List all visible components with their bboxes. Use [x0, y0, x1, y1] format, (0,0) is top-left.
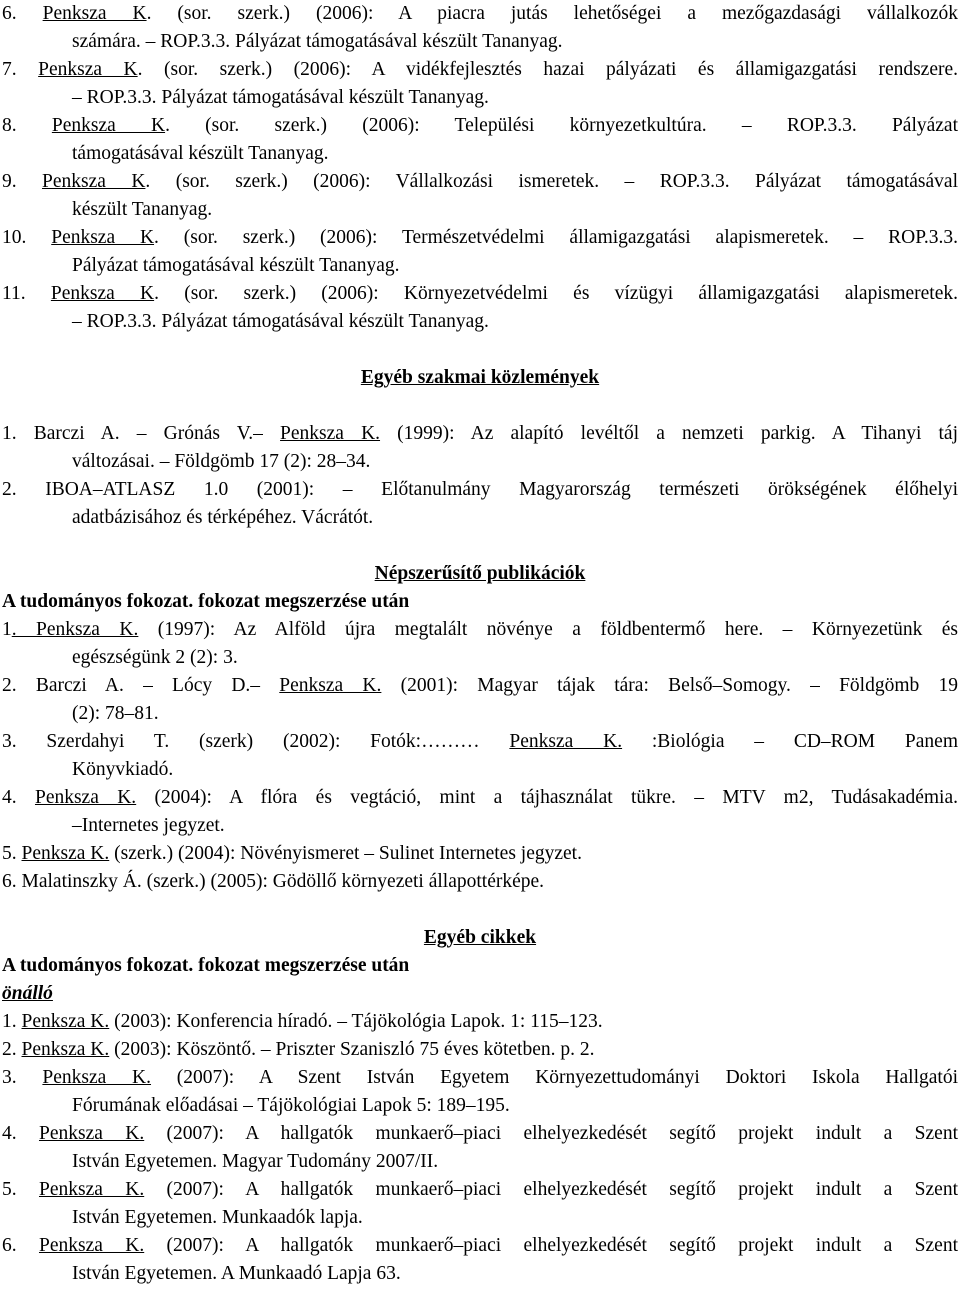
- citation-text: 7.: [2, 59, 39, 80]
- citation-text: (2004): A flóra és vegtáció, mint a tájhasználat tükre. – MTV m2, Tudásakadémia.: [136, 787, 959, 808]
- list-item-line: [2, 1008, 958, 1036]
- list-item: [2, 0, 958, 56]
- author-name: Penksza K.: [280, 423, 381, 444]
- citation-text: 1: [2, 619, 12, 640]
- list-item-line: [2, 1176, 958, 1204]
- citation-text: számára. – ROP.3.3. Pályázat támogatásával készült Tananyag.: [72, 31, 563, 52]
- author-name: Penksza K: [51, 227, 155, 248]
- list-item-line: [2, 1092, 958, 1120]
- citation-text: 2. IBOA–ATLASZ 1.0 (2001): – Előtanulmány Magyarország természeti örökségének élőhelyi: [2, 479, 958, 500]
- citation-text: (2): 78–81.: [72, 703, 159, 724]
- author-name: Penksza K.: [509, 731, 623, 752]
- author-name: Penksza K.: [21, 1039, 110, 1060]
- citation-text: adatbázisához és térképéhez. Vácrátót.: [72, 507, 374, 528]
- citation-text: 3. Szerdahyi T. (szerk) (2002): Fotók:………: [2, 731, 510, 752]
- citation-text: változásai. – Földgömb 17 (2): 28–34.: [72, 451, 371, 472]
- author-name: Penksza K: [38, 59, 138, 80]
- list-item-line: [2, 84, 958, 112]
- author-name: . Penksza K.: [11, 619, 139, 640]
- list-item-line: [2, 1148, 958, 1176]
- list-item-line: [2, 728, 958, 756]
- list-item: [2, 784, 958, 840]
- list-item: [2, 1232, 958, 1288]
- list-item: [2, 224, 958, 280]
- citation-text: 3.: [2, 1067, 43, 1088]
- citation-text: (2007): A hallgatók munkaerő–piaci elhelyezkedését segítő projekt indult a Szent: [144, 1123, 958, 1144]
- list-item: [2, 1120, 958, 1176]
- list-item: [2, 1064, 958, 1120]
- list-item-line: [2, 672, 958, 700]
- citation-text: (2007): A hallgatók munkaerő–piaci elhelyezkedését segítő projekt indult a Szent: [144, 1179, 958, 1200]
- list-item-line: [2, 616, 958, 644]
- list-item-line: [2, 1036, 958, 1064]
- citation-text: 5.: [2, 843, 22, 864]
- citation-text: István Egyetemen. Magyar Tudomány 2007/II.: [72, 1151, 439, 1172]
- citation-text: . (sor. szerk.) (2006): Természetvédelmi államigazgatási alapismeretek. – ROP.3.3.: [154, 227, 959, 248]
- list-item-line: [2, 280, 958, 308]
- citation-text: . (sor. szerk.) (2006): A vidékfejlesztés hazai pályázati és államigazgatási rendszere.: [137, 59, 959, 80]
- list-item-line: [2, 0, 958, 28]
- citation-text: . (sor. szerk.) (2006): Környezetvédelmi és vízügyi államigazgatási alapismeretek.: [154, 283, 959, 304]
- citation-text: (2003): Köszöntő. – Priszter Szaniszló 75 éves kötetben. p. 2.: [109, 1039, 595, 1060]
- citation-text: 8.: [2, 115, 52, 136]
- author-name: Penksza K.: [42, 1067, 152, 1088]
- author-name: Penksza K.: [38, 1123, 145, 1144]
- citation-text: :Biológia – CD–ROM Panem: [622, 731, 958, 752]
- list-item: [2, 616, 958, 672]
- list-item-line: [2, 28, 958, 56]
- section-heading-egyeb-cikkek: Egyéb cikkek: [423, 927, 537, 948]
- author-name: Penksza K.: [279, 675, 382, 696]
- citation-text: 6. Malatinszky Á. (szerk.) (2005): Gödöllő környezeti állapottérképe.: [2, 871, 545, 892]
- list-item-line: [2, 784, 958, 812]
- list-item-line: [2, 308, 958, 336]
- list-item: [2, 1008, 958, 1036]
- list-item-line: [2, 700, 958, 728]
- citation-text: 4.: [2, 1123, 39, 1144]
- list-item-line: [2, 1232, 958, 1260]
- author-name: Penksza K: [42, 3, 147, 24]
- list-item-line: [2, 448, 958, 476]
- list-item-line: [2, 812, 958, 840]
- list-item-line: [2, 1260, 958, 1288]
- subheading-fokozat: A tudományos fokozat. fokozat megszerzése után: [2, 591, 410, 612]
- citation-text: 6.: [2, 1235, 39, 1256]
- list-item-line: [2, 112, 958, 140]
- author-name: Penksza K.: [21, 1011, 110, 1032]
- list-item: [2, 168, 958, 224]
- list-item-line: [2, 224, 958, 252]
- citation-text: (2007): A Szent István Egyetem Környezettudományi Doktori Iskola Hallgatói: [151, 1067, 958, 1088]
- citation-text: – ROP.3.3. Pályázat támogatásával készült Tananyag.: [72, 87, 489, 108]
- citation-text: 6.: [2, 3, 43, 24]
- citation-text: 1.: [2, 1011, 22, 1032]
- list-item-line: [2, 1120, 958, 1148]
- list-item-line: [2, 196, 958, 224]
- citation-text: 5.: [2, 1179, 39, 1200]
- author-name: Penksza K: [42, 171, 146, 192]
- citation-text: (szerk.) (2004): Növényismeret – Sulinet Internetes jegyzet.: [109, 843, 582, 864]
- list-item: [2, 1036, 958, 1064]
- citation-text: István Egyetemen. A Munkaadó Lapja 63.: [72, 1263, 401, 1284]
- publication-list-nepszerusito: [2, 616, 958, 896]
- citation-text: 9.: [2, 171, 43, 192]
- citation-text: egészségünk 2 (2): 3.: [72, 647, 238, 668]
- list-item-line: [2, 140, 958, 168]
- citation-text: 2.: [2, 1039, 22, 1060]
- list-item-line: [2, 168, 958, 196]
- author-name: Penksza K.: [34, 787, 137, 808]
- list-item-line: [2, 1204, 958, 1232]
- citation-text: Fórumának előadásai – Tájökológiai Lapok 5: 189–195.: [72, 1095, 510, 1116]
- list-item-line: [2, 840, 958, 868]
- publication-list-top: [2, 0, 958, 336]
- citation-text: 2. Barczi A. – Lócy D.–: [2, 675, 280, 696]
- citation-text: . (sor. szerk.) (2006): Települési környezetkultúra. – ROP.3.3. Pályázat: [165, 115, 959, 136]
- author-name: Penksza K.: [38, 1179, 145, 1200]
- citation-text: . (sor. szerk.) (2006): A piacra jutás lehetőségei a mezőgazdasági vállalkozók: [146, 3, 959, 24]
- citation-text: (2007): A hallgatók munkaerő–piaci elhelyezkedését segítő projekt indult a Szent: [144, 1235, 958, 1256]
- list-item-line: [2, 1064, 958, 1092]
- citation-text: – ROP.3.3. Pályázat támogatásával készült Tananyag.: [72, 311, 489, 332]
- list-item: [2, 56, 958, 112]
- citation-text: 1. Barczi A. – Grónás V.–: [2, 423, 281, 444]
- list-item: [2, 112, 958, 168]
- list-item: [2, 420, 958, 476]
- list-item-line: [2, 56, 958, 84]
- list-item-line: [2, 868, 958, 896]
- citation-text: Pályázat támogatásával készült Tananyag.: [72, 255, 400, 276]
- list-item-line: [2, 504, 958, 532]
- citation-text: . (sor. szerk.) (2006): Vállalkozási ismeretek. – ROP.3.3. Pályázat támogatásával: [145, 171, 958, 192]
- subheading-fokozat-2: A tudományos fokozat. fokozat megszerzése után: [2, 955, 410, 976]
- list-item-line: [2, 420, 958, 448]
- author-name: Penksza K.: [38, 1235, 145, 1256]
- citation-text: István Egyetemen. Munkaadók lapja.: [72, 1207, 363, 1228]
- list-item-line: [2, 644, 958, 672]
- citation-text: Könyvkiadó.: [72, 759, 174, 780]
- author-name: Penksza K: [50, 283, 155, 304]
- list-item-line: [2, 756, 958, 784]
- list-item-line: [2, 252, 958, 280]
- author-name: Penksza K: [51, 115, 166, 136]
- citation-text: (1999): Az alapító levéltől a nemzeti parkig. A Tihanyi táj: [380, 423, 958, 444]
- citation-text: 4.: [2, 787, 35, 808]
- list-item: [2, 1176, 958, 1232]
- citation-text: 11.: [2, 283, 51, 304]
- citation-text: 10.: [2, 227, 52, 248]
- list-item: [2, 840, 958, 868]
- publication-list-egyeb-szakmai: [2, 420, 958, 532]
- publication-list-egyeb-cikkek: [2, 1008, 958, 1288]
- citation-text: (2003): Konferencia híradó. – Tájökológia Lapok. 1: 115–123.: [109, 1011, 603, 1032]
- citation-text: támogatásával készült Tananyag.: [72, 143, 329, 164]
- list-item: [2, 868, 958, 896]
- subheading-onallo: önálló: [2, 983, 53, 1004]
- citation-text: (1997): Az Alföld újra megtalált növénye a földbentermő here. – Környezetünk és: [138, 619, 959, 640]
- list-item: [2, 280, 958, 336]
- list-item: [2, 672, 958, 728]
- list-item: [2, 476, 958, 532]
- section-heading-nepszerusito: Népszerűsítő publikációk: [374, 563, 586, 584]
- author-name: Penksza K.: [21, 843, 110, 864]
- section-heading-egyeb-szakmai: Egyéb szakmai közlemények: [360, 367, 600, 388]
- citation-text: készült Tananyag.: [72, 199, 213, 220]
- citation-text: –Internetes jegyzet.: [72, 815, 225, 836]
- list-item: [2, 728, 958, 784]
- list-item-line: [2, 476, 958, 504]
- citation-text: (2001): Magyar tájak tára: Belső–Somogy. – Földgömb 19: [381, 675, 958, 696]
